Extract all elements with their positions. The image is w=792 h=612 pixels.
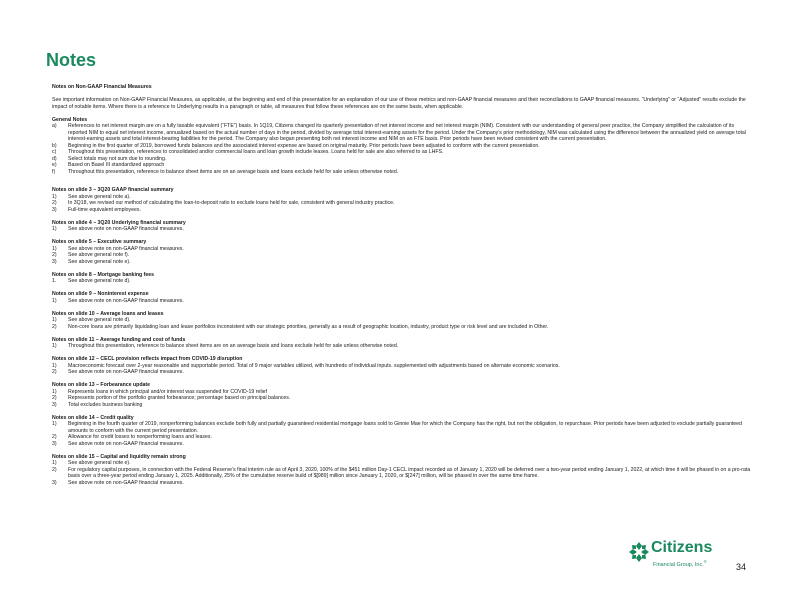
note-marker: 1) (52, 245, 57, 252)
note-text: See above note on non-GAAP financial measures. (68, 226, 184, 232)
note-text: In 3Q18, we revised our method of calculating the loan-to-deposit ratio to exclude loans held for sale, consistent with general industry practice. (68, 200, 395, 206)
note-text: See above general note e). (68, 258, 131, 265)
general-notes-heading: General Notes (52, 116, 88, 123)
note-marker: 1. (52, 278, 57, 284)
note-marker: e) (52, 162, 57, 168)
note-text: Full-time equivalent employees. (68, 206, 141, 213)
intro-heading: Notes on Non-GAAP Financial Measures (52, 84, 152, 90)
note-text: See above general note d). (68, 278, 131, 284)
slide-note-section (52, 291, 752, 311)
note-marker: 1) (52, 362, 57, 369)
note-text: Throughout this presentation, reference to balance sheet items are on an average basis and loans exclude held for sale unless otherwise noted. (68, 168, 399, 175)
note-text: See above note on non-GAAP financial measures. (68, 440, 184, 447)
note-text: Total excludes business banking (68, 401, 143, 408)
note-marker: 3) (52, 206, 57, 213)
slide-note-heading: Notes on slide 13 – Forbearance update (52, 382, 151, 388)
slide-note-heading: Notes on slide 9 – Noninterest expense (52, 291, 149, 297)
note-marker: d) (52, 155, 57, 162)
note-marker: 2) (52, 395, 57, 401)
note-text: See above general note f). (68, 252, 130, 258)
slide-note-section (52, 415, 752, 454)
note-marker: c) (52, 149, 57, 155)
note-item (52, 343, 752, 350)
note-marker: 2) (52, 434, 57, 440)
note-marker: a) (52, 123, 57, 129)
slide-note-section (52, 220, 752, 240)
note-item (52, 480, 752, 487)
note-text: Based on Basel III standardized approach (68, 162, 165, 168)
note-item (52, 324, 752, 331)
notes-body (52, 84, 752, 493)
note-item (52, 298, 752, 305)
note-marker: 2) (52, 200, 57, 206)
note-item (52, 441, 752, 448)
note-item (52, 123, 752, 143)
logo-name: Citizens (651, 539, 713, 556)
page-title: Notes (46, 50, 97, 70)
slide-note-section (52, 187, 752, 220)
note-text: Throughout this presentation, references to consolidated and/or commercial loans and loan growth include leases. Loans held for sale are also referred to as LHFS. (68, 149, 444, 155)
note-marker: 2) (52, 323, 57, 330)
slide-note-heading: Notes on slide 5 – Executive summary (52, 239, 147, 245)
note-text: Macroeconomic forecast over 2-year reasonable and supportable period. Total of 9 major variables utilized, with hundreds of individual inputs. supplemented with adjustments based on alternate economic scenarios. (68, 362, 560, 369)
note-text: Represents loans in which principal and/or interest was suspended for COVID-19 relief (68, 388, 267, 395)
note-marker: 1) (52, 343, 57, 349)
slide-note-heading: Notes on slide 15 – Capital and liquidity remain strong (52, 453, 186, 460)
citizens-logo-mark-icon (628, 541, 650, 563)
slide-note-section (52, 239, 752, 272)
note-text: Allowance for credit losses to nonperforming loans and leases. (68, 434, 212, 440)
note-item (52, 259, 752, 266)
note-marker: 2) (52, 369, 57, 375)
note-text: For regulatory capital purposes, in connection with the Federal Reserve’s final interim rule as of April 3, 2020, 100% of the $451 million Day-1 CECL impact recorded as of January 1, 2020 will be deferred over a two-year period ending January 1, 2022, at which time it will be phased in on a pro-rata basis over a three-year period ending January 1, 2025. Additionally, 25% of the cumulative reserve build of $[989] million since January 1, 2020, or $[247] million, will be phased in over the same time frame. (68, 466, 751, 479)
note-marker: 1) (52, 388, 57, 395)
note-marker: 2) (52, 466, 57, 473)
note-text: Beginning in the fourth quarter of 2019, nonperforming balances exclude both fully and partially guaranteed residential mortgage loans sold to Ginnie Mae for which the Company has the right, but not the obligation, to repurchase. Prior periods have been adjusted to exclude partially guaranteed amounts to conform with the current period presentation. (68, 421, 742, 434)
note-text: See above general note a). (68, 193, 131, 200)
note-text: Beginning in the first quarter of 2019, borrowed funds balances and the associated interest expense are based on original maturity. Prior periods have been adjusted to conform with the current presentation. (68, 142, 540, 149)
note-text: See above general note e). (68, 460, 131, 466)
note-text: See above note on non-GAAP financial measures. (68, 369, 184, 375)
note-text: Select totals may not sum due to rounding. (68, 155, 167, 162)
slide-note-heading: Notes on slide 11 – Average funding and cost of funds (52, 336, 186, 343)
note-marker: 1) (52, 421, 57, 427)
note-item (52, 369, 752, 376)
slide-note-heading: Notes on slide 14 – Credit quality (52, 414, 134, 421)
note-marker: b) (52, 142, 57, 149)
note-item (52, 467, 752, 480)
slide-note-section (52, 311, 752, 337)
note-marker: f) (52, 168, 56, 175)
note-text: References to net interest margin are on a fully taxable equivalent (“FTE”) basis. In 1Q19, Citizens changed its quarterly presentation of net interest income and net interest margin (NIM). Consistent with our understanding of general peer practice, the Company simplified the calculation of its reported NIM to equal net interest income, annualized based on the actual number of days in the period, divided by average total interest-earning assets for the period. Under the Company’s prior methodology, NIM was calculated using the difference between the annualized yield on average total interest-earning assets and total interest-bearing liabilities for the period. The Company also began presenting both net interest income and NIM on an FTE basis. Prior periods have been revised consistent with the current presentation. (68, 123, 746, 142)
note-text: See above note on non-GAAP financial measures. (68, 245, 184, 252)
note-item (52, 278, 752, 285)
slide-note-section (52, 382, 752, 415)
page-number: 34 (736, 562, 747, 572)
intro-text: See important information on Non-GAAP Financial Measures, as applicable, at the beginning and end of this presentation for an explanation of our use of these metrics and non-GAAP financial measures and their reconciliations to GAAP financial measures. “Underlying” or “Adjusted” results exclude the impact of notable items. Where there is a reference to Underlying results in a paragraph or table, all measures that follow these references are on the same basis, when applicable. (52, 97, 746, 110)
note-text: See above note on non-GAAP financial measures. (68, 297, 184, 304)
note-marker: 3) (52, 401, 57, 408)
note-marker: 3) (52, 479, 57, 486)
citizens-logo (628, 541, 724, 569)
note-text: Represents portion of the portfolio granted forbearance; percentage based on principal balances. (68, 395, 291, 401)
note-item (52, 402, 752, 409)
note-text: See above general note d). (68, 317, 131, 323)
note-marker: 1) (52, 193, 57, 200)
note-item (52, 169, 752, 176)
note-item (52, 207, 752, 214)
general-notes-list (52, 123, 752, 175)
slide-note-section (52, 337, 752, 357)
note-item (52, 226, 752, 233)
logo-subtitle: Financial Group, Inc.® (653, 559, 707, 568)
note-marker: 1) (52, 317, 57, 323)
slide-notes (52, 187, 752, 493)
slide-note-section (52, 356, 752, 382)
note-marker: 1) (52, 297, 57, 304)
note-text: Non-core loans are primarily liquidating loan and lease portfolios inconsistent with our strategic priorities, generally as a result of geographic location, industry, product type or risk level and are included in Other. (68, 323, 549, 330)
slide-note-heading: Notes on slide 10 – Average loans and leases (52, 310, 164, 317)
note-item (52, 421, 752, 434)
slide-note-section (52, 454, 752, 493)
note-marker: 1) (52, 226, 57, 232)
slide-note-heading: Notes on slide 8 – Mortgage banking fees (52, 271, 155, 278)
note-marker: 1) (52, 460, 57, 466)
note-marker: 3) (52, 258, 57, 265)
slide-note-heading: Notes on slide 12 – CECL provision reflects impact from COVID-19 disruption (52, 356, 243, 362)
note-marker: 2) (52, 252, 57, 258)
note-text: See above note on non-GAAP financial measures. (68, 479, 184, 486)
slide-note-heading: Notes on slide 3 – 3Q20 GAAP financial summary (52, 187, 174, 193)
slide-note-section (52, 272, 752, 292)
note-text: Throughout this presentation, reference to balance sheet items are on an average basis and loans exclude held for sale unless otherwise noted. (68, 343, 399, 349)
slide-note-heading: Notes on slide 4 – 3Q20 Underlying financial summary (52, 219, 186, 226)
note-marker: 3) (52, 440, 57, 447)
